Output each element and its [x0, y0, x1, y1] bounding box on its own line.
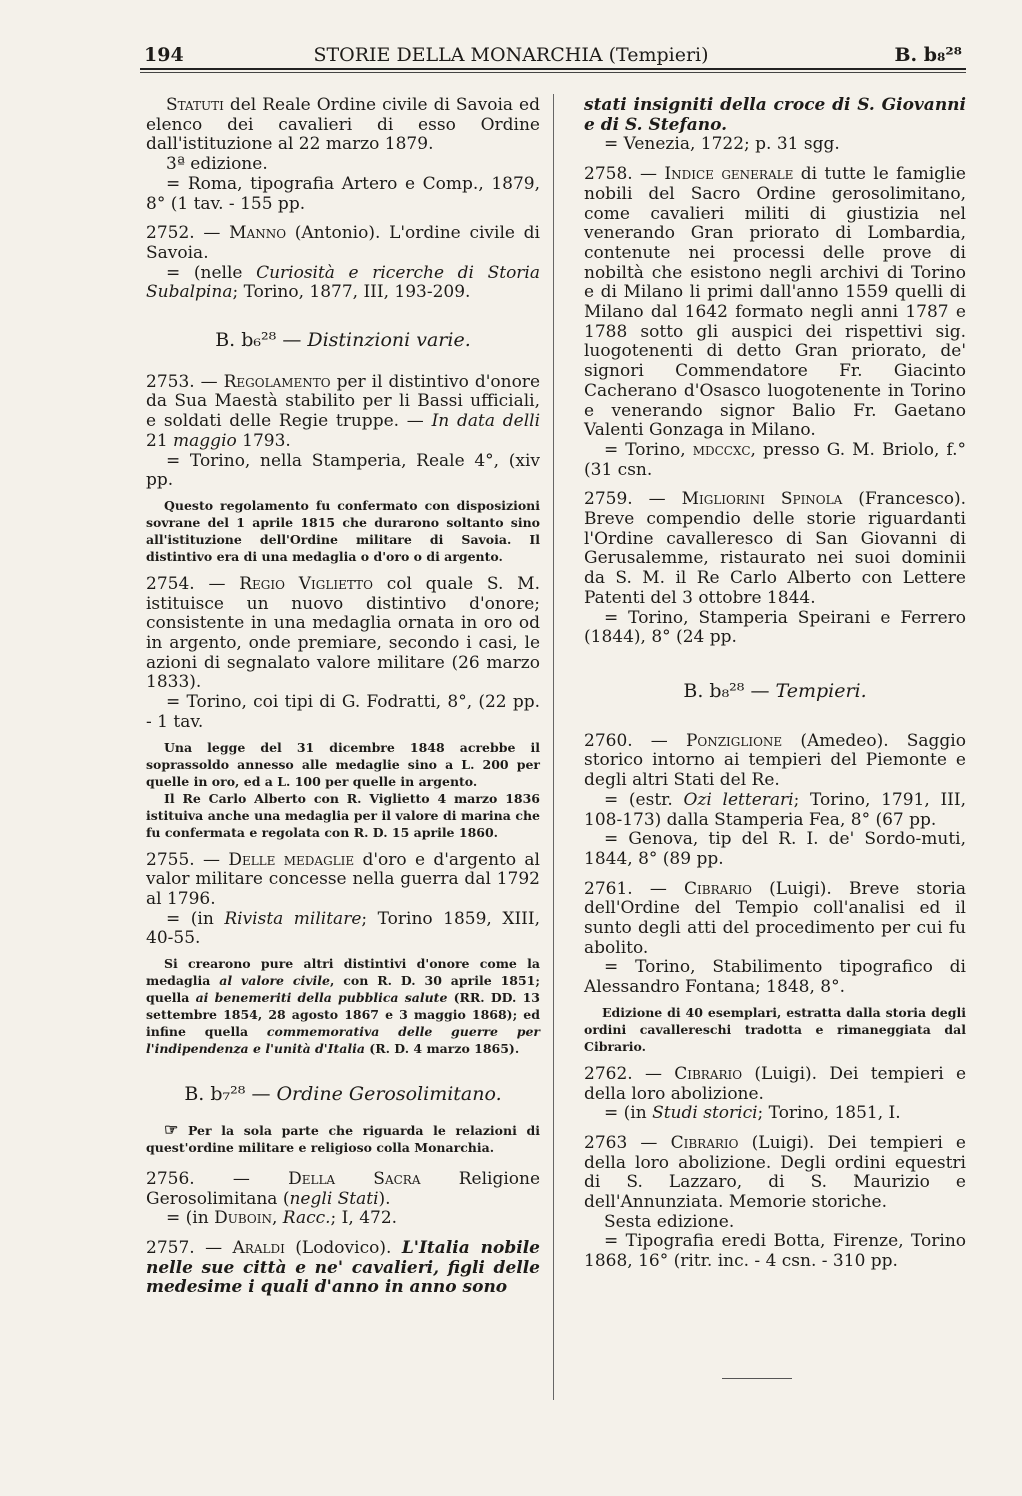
entry-imprint: = Roma, tipografia Artero e Comp., 1879, 8° (1 tav. - 155 pp.	[146, 173, 540, 214]
entry-number: 2755. —	[146, 849, 229, 870]
entry-text: (Antonio). L'ordine civile di Savoia.	[146, 223, 540, 263]
entry-note: Il Re Carlo Alberto con R. Viglietto 4 marzo 1836 istituiva anche una medaglia per il valore di marina che fu confermata e regolata con R. D. 15 aprile 1860.	[146, 790, 540, 840]
entry-2756	[146, 1170, 540, 1229]
entry-italic: Rivista militare	[224, 908, 362, 929]
entry-text: di tutte le famiglie nobili del Sacro Ordine gerosolimitano, come cavalieri militi di giustizia nel venerando Gran priorato di Lombardia, contenute nei processi delle prove di nobiltà che esistono negli archivi di Torino e di Milano li primi dall'anno 1559 quelli di Milano dal 1642 formato negli anni 1787 e 1788 sotto gli auspici dei rispettivi sig. luogotenenti di detto Gran priorato, de' signori Commendatore Fr. Giacinto Cacherano d'Osasco luogotenente in Torino e venerando signor Balio Fr. Gaetano Valenti Gonzaga in Milano.	[584, 164, 966, 441]
entry-number: 2761. —	[584, 878, 685, 899]
entry-text: (Lodovico).	[284, 1237, 402, 1258]
section-label: B. b₇²⁸ —	[184, 1083, 277, 1106]
entry-imprint: = (in	[166, 908, 225, 929]
entry-italic: Ozi letterari	[683, 789, 794, 810]
entry-number: 2763 —	[584, 1132, 671, 1153]
pointer-note	[146, 1121, 540, 1156]
entry-imprint-end: ; Torino, 1851, I.	[757, 1103, 901, 1124]
entry-2757-continued	[584, 96, 966, 155]
entry-roman-date: mdccxc	[692, 439, 751, 460]
entry-number: 2758. —	[584, 164, 665, 185]
entry-author: Regolamento	[223, 371, 331, 392]
entry-author: Migliorini Spinola	[681, 489, 843, 510]
entry-number: 2762. —	[584, 1063, 675, 1084]
entry-note: Edizione di 40 esemplari, estratta dalla storia degli ordini cavallereschi tradotta e rimaneggiata dal Cibrario.	[584, 1004, 966, 1054]
note-text: (RR. DD. 13 settembre 1854, 28 agosto 1867 e 3 maggio 1868); ed infine quella	[146, 990, 540, 1040]
entry-imprint-end: ; Torino, 1791, III, 108-173) dalla Stamperia Fea, 8° (67 pp.	[584, 789, 966, 830]
entry-imprint: = (nelle	[166, 262, 257, 283]
entry-author: Cibrario	[674, 1063, 743, 1084]
column-divider	[553, 94, 554, 1400]
entry-author: Araldi	[232, 1237, 285, 1258]
note-text: (R. D. 4 marzo 1865).	[364, 1041, 520, 1057]
note-italic: commemorativa delle guerre per l'indipendenza e l'unità d'Italia	[146, 1024, 540, 1057]
entry-author: Ponziglione	[685, 730, 783, 751]
entry-text: (Luigi). Breve storia dell'Ordine del Tempio coll'analisi ed il sunto degli atti del procedimento per cui fu abolito.	[584, 878, 966, 958]
entry-imprint: = Genova, tip del R. I. de' Sordo-muti, 1844, 8° (89 pp.	[584, 829, 966, 869]
entry-imprint: ,	[271, 1208, 283, 1229]
entry-2758	[584, 165, 966, 480]
entry-text: (Luigi). Dei tempieri e della loro abolizione. Degli ordini equestri di S. Lazzaro, di S. Maurizio e dell'Annunziata. Memorie storiche.	[584, 1132, 966, 1213]
entry-2755	[146, 851, 540, 1058]
entry-imprint: = Tipografia eredi Botta, Firenze, Torino 1868, 16° (ritr. inc. - 4 csn. - 310 pp.	[584, 1231, 966, 1272]
section-heading-tempieri	[584, 679, 966, 702]
entry-imprint: = Torino, Stamperia Speirani e Ferrero (1844), 8° (24 pp.	[584, 607, 966, 648]
header-rule	[140, 68, 966, 70]
entry-text: del Reale Ordine civile di Savoia ed elenco dei cavalieri di esso Ordine dall'istituzione al 22 marzo 1879.	[146, 95, 540, 155]
entry-number: 2757. —	[146, 1237, 233, 1258]
entry-author: Cibrario	[670, 1132, 739, 1153]
note-text: Si crearono pure altri distintivi d'onore come la medaglia	[146, 956, 540, 989]
right-column	[584, 96, 966, 1272]
entry-italic: Studi storici	[652, 1103, 758, 1124]
entry-note: Questo regolamento fu confermato con disposizioni sovrane del 1 aprile 1815 che durarono soltanto sino all'istituzione dell'Ordine militare di Savoia. Il distintivo era di una medaglia o d'oro o di argento.	[146, 497, 540, 564]
entry-imprint: = (estr.	[604, 789, 684, 810]
entry-note	[146, 955, 540, 1057]
entry-text: per il distintivo d'onore da Sua Maestà stabilito per li Bassi ufficiali, e soldati delle Regie truppe. —	[146, 371, 540, 432]
entry-imprint: = Torino, Stabilimento tipografico di Alessandro Fontana; 1848, 8°.	[584, 957, 966, 998]
entry-2753	[146, 373, 540, 565]
entry-2754	[146, 575, 540, 841]
entry-imprint: = (in	[166, 1208, 215, 1229]
section-label: B. b₈²⁸ —	[683, 679, 776, 702]
entry-author: Duboin	[214, 1208, 272, 1229]
running-title: STORIE DELLA MONARCHIA (Tempieri)	[313, 44, 709, 66]
entry-imprint: = Venezia, 1722; p. 31 sgg.	[604, 134, 840, 155]
note-italic: al valore civile	[219, 973, 330, 989]
entry-edition: Sesta edizione.	[604, 1211, 735, 1232]
entry-text: (Francesco). Breve compendio delle storie riguardanti l'Ordine cavalleresco di San Giovanni di Gerusalemme, ristaurato nei suoi dominii da S. M. il Re Carlo Alberto con Lettere Patenti del 3 ottobre 1844.	[584, 489, 966, 608]
section-label: B. b₆²⁸ —	[215, 329, 308, 352]
header-rule-thin	[140, 72, 966, 73]
entry-imprint-end: , presso G. M. Briolo, f.° (31 csn.	[584, 439, 966, 480]
entry-italic: Racc.	[282, 1208, 331, 1229]
entry-italic: maggio	[173, 430, 237, 451]
entry-text: (Luigi). Dei tempieri e della loro abolizione.	[584, 1063, 966, 1104]
entry-text: ).	[378, 1188, 391, 1209]
entry-author: Regio Viglietto	[239, 573, 373, 594]
entry-text: Religione Gerosolimitana (	[146, 1168, 541, 1209]
entry-imprint: = (in	[604, 1103, 653, 1124]
entry-imprint: = Torino, nella Stamperia, Reale 4°, (xiv pp.	[146, 450, 540, 491]
entry-text: col quale S. M. istituisce un nuovo distintivo d'onore; consistente in una medaglia ornata in oro od in argento, onde premiare, secondo i casi, le azioni di segnalato valore militare (26 marzo 1833).	[146, 573, 540, 693]
entry-text: (Amedeo). Saggio storico intorno ai tempieri del Piemonte e degli altri Stati del Re.	[584, 730, 966, 791]
entry-number: 2760. —	[584, 730, 686, 751]
entry-author: Indice generale	[664, 164, 794, 185]
entry-2757	[146, 1239, 540, 1298]
note-text: Per la sola parte che riguarda le relazioni di quest'ordine militare e religioso colla Monarchia.	[146, 1122, 540, 1155]
section-title: Tempieri.	[775, 679, 867, 702]
entry-italic: In data delli	[431, 411, 541, 432]
entry-author: Manno	[229, 223, 287, 244]
entry-number: 2754. —	[146, 573, 240, 594]
entry-2760	[584, 732, 966, 870]
entry-2761	[584, 880, 966, 1055]
section-title: Ordine Gerosolimitano.	[276, 1083, 502, 1106]
entry-number: 2756. —	[146, 1168, 289, 1189]
entry-italic: L'Italia nobile nelle sue città e ne' cavalieri, figli delle medesime i quali d'anno in anno sono	[146, 1237, 540, 1298]
entry-italic: negli Stati	[289, 1188, 379, 1209]
entry-author: Della Sacra	[288, 1168, 421, 1189]
section-heading-distinzioni	[146, 331, 540, 351]
entry-text: d'oro e d'argento al valor militare concesse nella guerra dal 1792 al 1796.	[146, 849, 540, 909]
entry-author: Statuti	[166, 95, 224, 115]
entry-imprint-end: ; Torino, 1877, III, 193-209.	[232, 282, 471, 303]
entry-italic: Curiosità e ricerche di Storia Subalpina	[146, 262, 540, 303]
entry-2763	[584, 1134, 966, 1272]
section-heading-gerosolimitano	[146, 1085, 540, 1105]
section-mark: B. b₈²⁸	[894, 44, 962, 66]
entry-imprint-end: ; Torino 1859, XIII, 40-55.	[146, 908, 540, 949]
entry-number: 2752. —	[146, 223, 230, 244]
entry-italic: stati insigniti della croce di S. Giovanni e di S. Stefano.	[584, 95, 966, 135]
entry-note: Una legge del 31 dicembre 1848 acrebbe il soprassoldo annesso alle medaglie sino a L. 200 per quelle in oro, ed a L. 100 per quelle in argento.	[146, 739, 540, 789]
entry-text: 1793.	[236, 430, 291, 451]
entry-author: Cibrario	[684, 878, 752, 899]
entry-edition: 3ª edizione.	[166, 154, 268, 175]
entry-statuti	[146, 96, 540, 214]
entry-author: Delle medaglie	[228, 849, 355, 870]
entry-2762	[584, 1065, 966, 1124]
left-column	[146, 96, 540, 1298]
page-number: 194	[144, 44, 184, 66]
entry-number: 2759. —	[584, 489, 682, 510]
entry-2752	[146, 224, 540, 303]
end-rule	[722, 1378, 792, 1379]
entry-imprint-end: ; I, 472.	[330, 1208, 398, 1229]
entry-number: 2753. —	[146, 371, 224, 392]
entry-2759	[584, 490, 966, 648]
note-text: , con R. D. 30 aprile 1851; quella	[146, 973, 540, 1006]
entry-imprint: = Torino, coi tipi di G. Fodratti, 8°, (22 pp. - 1 tav.	[146, 692, 540, 732]
pointing-hand-icon: ☞	[164, 1119, 179, 1139]
section-title: Distinzioni varie.	[307, 329, 471, 352]
entry-imprint: = Torino,	[604, 439, 693, 460]
note-italic: ai benemeriti della pubblica salute	[195, 990, 448, 1006]
entry-text: 21	[146, 430, 174, 451]
